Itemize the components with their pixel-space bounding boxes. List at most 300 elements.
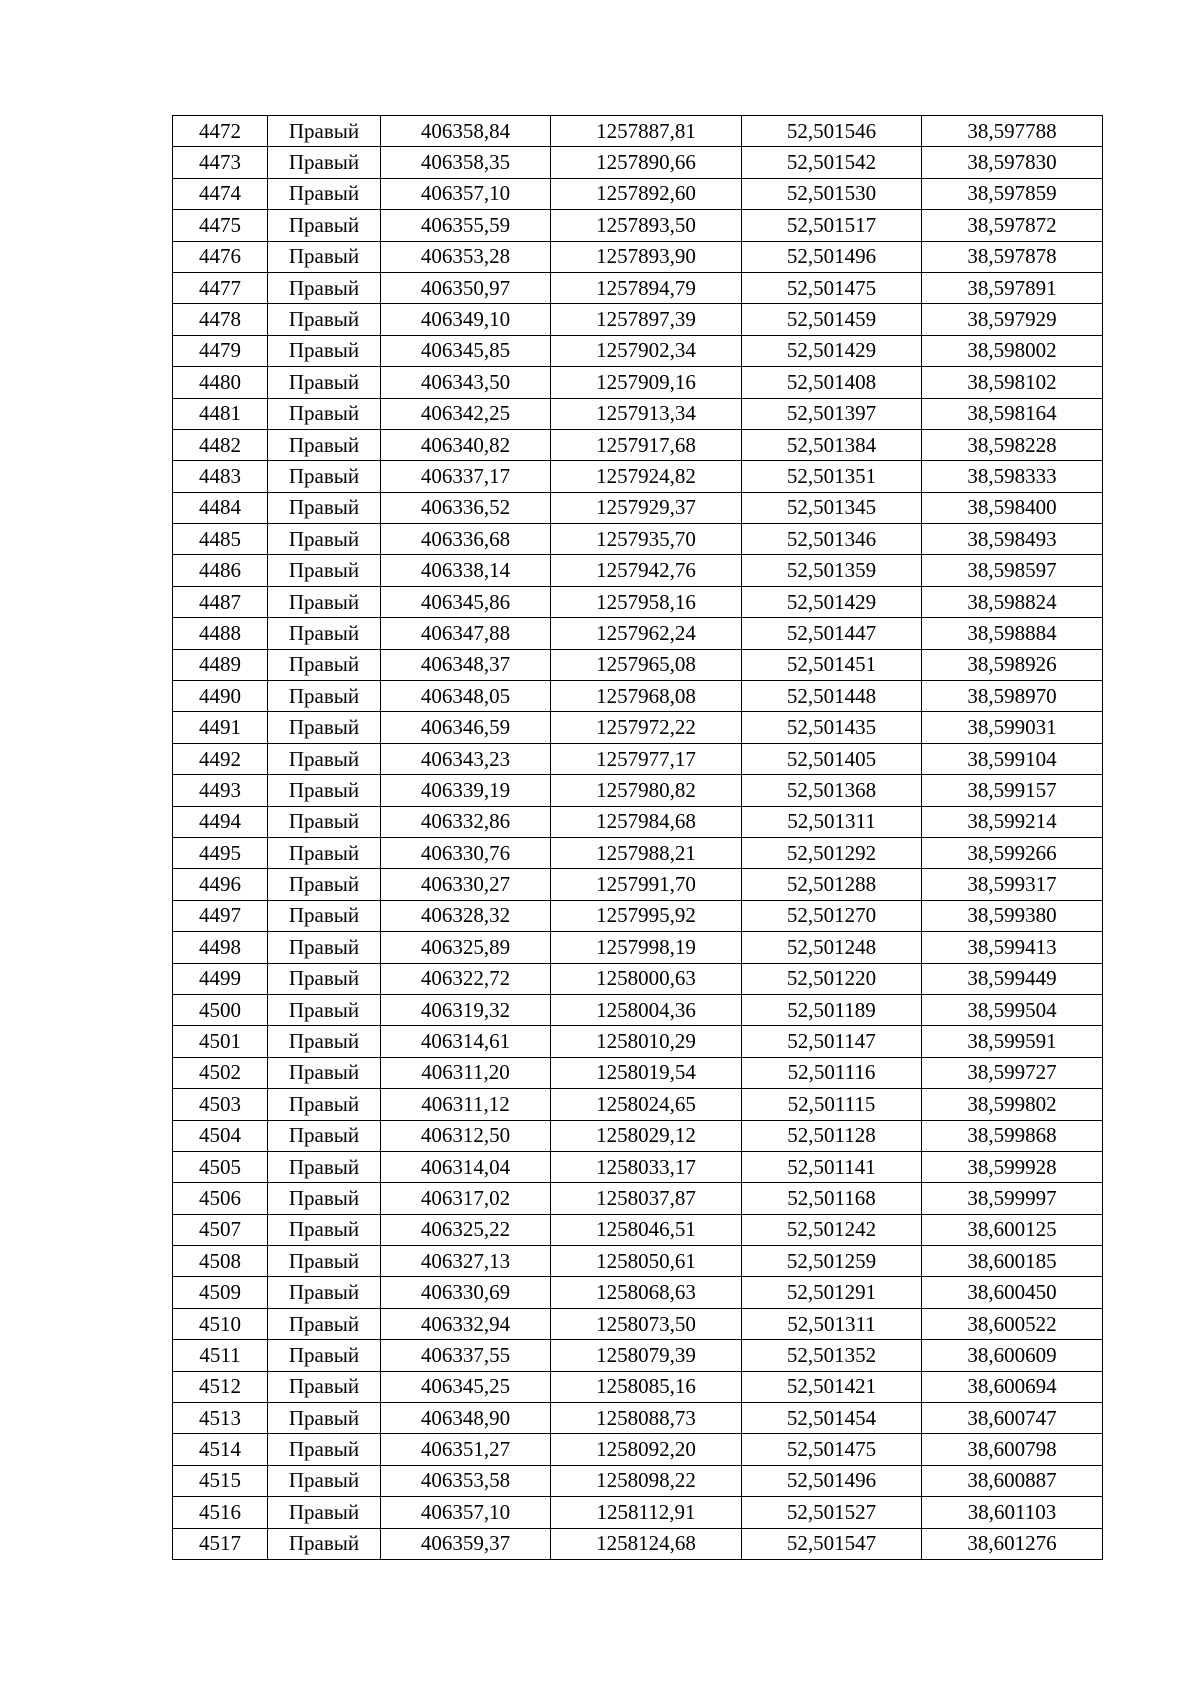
point-number-cell: 4486 [173,555,268,586]
longitude-cell: 38,598926 [922,649,1103,680]
table-row [173,1089,1103,1120]
longitude-cell: 38,598002 [922,335,1103,366]
table-row [173,1183,1103,1214]
point-number-cell: 4510 [173,1308,268,1339]
longitude-cell: 38,599031 [922,712,1103,743]
table-row [173,555,1103,586]
y-coordinate-cell: 1257942,76 [551,555,742,586]
table-row [173,241,1103,272]
latitude-cell: 52,501384 [742,429,922,460]
latitude-cell: 52,501454 [742,1403,922,1434]
latitude-cell: 52,501451 [742,649,922,680]
longitude-cell: 38,598164 [922,398,1103,429]
y-coordinate-cell: 1257897,39 [551,304,742,335]
table-row [173,1214,1103,1245]
x-coordinate-cell: 406314,04 [381,1151,551,1182]
side-cell: Правый [268,681,381,712]
y-coordinate-cell: 1258088,73 [551,1403,742,1434]
latitude-cell: 52,501311 [742,806,922,837]
table-row [173,147,1103,178]
table-row [173,775,1103,806]
side-cell: Правый [268,1528,381,1559]
latitude-cell: 52,501530 [742,178,922,209]
point-number-cell: 4507 [173,1214,268,1245]
point-number-cell: 4494 [173,806,268,837]
side-cell: Правый [268,1246,381,1277]
y-coordinate-cell: 1258019,54 [551,1057,742,1088]
x-coordinate-cell: 406332,86 [381,806,551,837]
table-row [173,837,1103,868]
point-number-cell: 4482 [173,429,268,460]
point-number-cell: 4505 [173,1151,268,1182]
table-row [173,429,1103,460]
point-number-cell: 4497 [173,900,268,931]
side-cell: Правый [268,178,381,209]
longitude-cell: 38,597929 [922,304,1103,335]
side-cell: Правый [268,1340,381,1371]
x-coordinate-cell: 406349,10 [381,304,551,335]
side-cell: Правый [268,429,381,460]
point-number-cell: 4506 [173,1183,268,1214]
point-number-cell: 4495 [173,837,268,868]
x-coordinate-cell: 406343,23 [381,743,551,774]
latitude-cell: 52,501527 [742,1497,922,1528]
latitude-cell: 52,501405 [742,743,922,774]
table-row [173,1308,1103,1339]
y-coordinate-cell: 1257962,24 [551,618,742,649]
longitude-cell: 38,598102 [922,367,1103,398]
longitude-cell: 38,599104 [922,743,1103,774]
table-row [173,461,1103,492]
y-coordinate-cell: 1257892,60 [551,178,742,209]
table-row [173,210,1103,241]
table-row [173,524,1103,555]
side-cell: Правый [268,1089,381,1120]
x-coordinate-cell: 406317,02 [381,1183,551,1214]
side-cell: Правый [268,1151,381,1182]
longitude-cell: 38,600609 [922,1340,1103,1371]
point-number-cell: 4517 [173,1528,268,1559]
latitude-cell: 52,501189 [742,994,922,1025]
x-coordinate-cell: 406357,10 [381,178,551,209]
longitude-cell: 38,598597 [922,555,1103,586]
y-coordinate-cell: 1258112,91 [551,1497,742,1528]
latitude-cell: 52,501292 [742,837,922,868]
table-row [173,649,1103,680]
x-coordinate-cell: 406358,84 [381,116,551,147]
y-coordinate-cell: 1258050,61 [551,1246,742,1277]
latitude-cell: 52,501542 [742,147,922,178]
point-number-cell: 4481 [173,398,268,429]
y-coordinate-cell: 1258098,22 [551,1465,742,1496]
y-coordinate-cell: 1258092,20 [551,1434,742,1465]
table-row [173,178,1103,209]
y-coordinate-cell: 1257935,70 [551,524,742,555]
y-coordinate-cell: 1257988,21 [551,837,742,868]
x-coordinate-cell: 406353,58 [381,1465,551,1496]
table-row [173,1371,1103,1402]
point-number-cell: 4501 [173,1026,268,1057]
table-row [173,367,1103,398]
point-number-cell: 4496 [173,869,268,900]
side-cell: Правый [268,241,381,272]
y-coordinate-cell: 1258004,36 [551,994,742,1025]
y-coordinate-cell: 1258068,63 [551,1277,742,1308]
side-cell: Правый [268,272,381,303]
latitude-cell: 52,501475 [742,272,922,303]
y-coordinate-cell: 1257893,90 [551,241,742,272]
table-row [173,743,1103,774]
point-number-cell: 4499 [173,963,268,994]
latitude-cell: 52,501546 [742,116,922,147]
y-coordinate-cell: 1257913,34 [551,398,742,429]
longitude-cell: 38,598400 [922,492,1103,523]
side-cell: Правый [268,492,381,523]
latitude-cell: 52,501359 [742,555,922,586]
y-coordinate-cell: 1257984,68 [551,806,742,837]
longitude-cell: 38,599266 [922,837,1103,868]
table-row [173,1026,1103,1057]
longitude-cell: 38,597830 [922,147,1103,178]
longitude-cell: 38,600694 [922,1371,1103,1402]
longitude-cell: 38,600185 [922,1246,1103,1277]
side-cell: Правый [268,963,381,994]
table-row [173,994,1103,1025]
latitude-cell: 52,501429 [742,335,922,366]
table-row [173,712,1103,743]
longitude-cell: 38,599413 [922,932,1103,963]
x-coordinate-cell: 406319,32 [381,994,551,1025]
point-number-cell: 4502 [173,1057,268,1088]
table-row [173,932,1103,963]
x-coordinate-cell: 406322,72 [381,963,551,994]
x-coordinate-cell: 406325,22 [381,1214,551,1245]
point-number-cell: 4504 [173,1120,268,1151]
y-coordinate-cell: 1257995,92 [551,900,742,931]
y-coordinate-cell: 1257890,66 [551,147,742,178]
x-coordinate-cell: 406347,88 [381,618,551,649]
latitude-cell: 52,501447 [742,618,922,649]
side-cell: Правый [268,806,381,837]
latitude-cell: 52,501397 [742,398,922,429]
coordinates-table [172,115,1103,1560]
y-coordinate-cell: 1257902,34 [551,335,742,366]
longitude-cell: 38,600522 [922,1308,1103,1339]
x-coordinate-cell: 406353,28 [381,241,551,272]
point-number-cell: 4515 [173,1465,268,1496]
point-number-cell: 4498 [173,932,268,963]
longitude-cell: 38,600125 [922,1214,1103,1245]
side-cell: Правый [268,743,381,774]
table-row [173,335,1103,366]
x-coordinate-cell: 406358,35 [381,147,551,178]
side-cell: Правый [268,869,381,900]
x-coordinate-cell: 406345,85 [381,335,551,366]
x-coordinate-cell: 406350,97 [381,272,551,303]
y-coordinate-cell: 1258085,16 [551,1371,742,1402]
x-coordinate-cell: 406330,69 [381,1277,551,1308]
table-row [173,304,1103,335]
latitude-cell: 52,501270 [742,900,922,931]
side-cell: Правый [268,837,381,868]
longitude-cell: 38,599868 [922,1120,1103,1151]
x-coordinate-cell: 406345,86 [381,586,551,617]
point-number-cell: 4514 [173,1434,268,1465]
x-coordinate-cell: 406343,50 [381,367,551,398]
point-number-cell: 4473 [173,147,268,178]
latitude-cell: 52,501368 [742,775,922,806]
longitude-cell: 38,598884 [922,618,1103,649]
longitude-cell: 38,598970 [922,681,1103,712]
latitude-cell: 52,501248 [742,932,922,963]
latitude-cell: 52,501147 [742,1026,922,1057]
x-coordinate-cell: 406325,89 [381,932,551,963]
longitude-cell: 38,599449 [922,963,1103,994]
y-coordinate-cell: 1258124,68 [551,1528,742,1559]
side-cell: Правый [268,1371,381,1402]
longitude-cell: 38,599214 [922,806,1103,837]
table-row [173,806,1103,837]
point-number-cell: 4480 [173,367,268,398]
latitude-cell: 52,501421 [742,1371,922,1402]
point-number-cell: 4487 [173,586,268,617]
longitude-cell: 38,600450 [922,1277,1103,1308]
x-coordinate-cell: 406336,68 [381,524,551,555]
x-coordinate-cell: 406332,94 [381,1308,551,1339]
x-coordinate-cell: 406357,10 [381,1497,551,1528]
latitude-cell: 52,501288 [742,869,922,900]
latitude-cell: 52,501168 [742,1183,922,1214]
side-cell: Правый [268,900,381,931]
longitude-cell: 38,599504 [922,994,1103,1025]
side-cell: Правый [268,1120,381,1151]
longitude-cell: 38,599997 [922,1183,1103,1214]
latitude-cell: 52,501242 [742,1214,922,1245]
y-coordinate-cell: 1257968,08 [551,681,742,712]
y-coordinate-cell: 1258010,29 [551,1026,742,1057]
point-number-cell: 4475 [173,210,268,241]
x-coordinate-cell: 406330,27 [381,869,551,900]
x-coordinate-cell: 406311,12 [381,1089,551,1120]
side-cell: Правый [268,1403,381,1434]
x-coordinate-cell: 406330,76 [381,837,551,868]
table-row [173,618,1103,649]
side-cell: Правый [268,367,381,398]
latitude-cell: 52,501352 [742,1340,922,1371]
side-cell: Правый [268,932,381,963]
longitude-cell: 38,599157 [922,775,1103,806]
point-number-cell: 4489 [173,649,268,680]
y-coordinate-cell: 1257977,17 [551,743,742,774]
point-number-cell: 4513 [173,1403,268,1434]
table-row [173,900,1103,931]
point-number-cell: 4492 [173,743,268,774]
y-coordinate-cell: 1257980,82 [551,775,742,806]
longitude-cell: 38,600747 [922,1403,1103,1434]
latitude-cell: 52,501346 [742,524,922,555]
point-number-cell: 4479 [173,335,268,366]
x-coordinate-cell: 406348,05 [381,681,551,712]
side-cell: Правый [268,1183,381,1214]
latitude-cell: 52,501448 [742,681,922,712]
table-row [173,492,1103,523]
table-row [173,586,1103,617]
side-cell: Правый [268,1057,381,1088]
point-number-cell: 4491 [173,712,268,743]
longitude-cell: 38,598228 [922,429,1103,460]
longitude-cell: 38,598824 [922,586,1103,617]
x-coordinate-cell: 406351,27 [381,1434,551,1465]
y-coordinate-cell: 1257991,70 [551,869,742,900]
x-coordinate-cell: 406337,17 [381,461,551,492]
table-row [173,272,1103,303]
longitude-cell: 38,601103 [922,1497,1103,1528]
latitude-cell: 52,501259 [742,1246,922,1277]
x-coordinate-cell: 406312,50 [381,1120,551,1151]
x-coordinate-cell: 406336,52 [381,492,551,523]
side-cell: Правый [268,335,381,366]
table-row [173,1340,1103,1371]
y-coordinate-cell: 1257894,79 [551,272,742,303]
table-row [173,398,1103,429]
table-row [173,1151,1103,1182]
x-coordinate-cell: 406346,59 [381,712,551,743]
table-row [173,1246,1103,1277]
side-cell: Правый [268,304,381,335]
x-coordinate-cell: 406345,25 [381,1371,551,1402]
point-number-cell: 4511 [173,1340,268,1371]
table-row [173,116,1103,147]
side-cell: Правый [268,712,381,743]
point-number-cell: 4493 [173,775,268,806]
point-number-cell: 4484 [173,492,268,523]
table-row [173,1434,1103,1465]
latitude-cell: 52,501291 [742,1277,922,1308]
longitude-cell: 38,597878 [922,241,1103,272]
x-coordinate-cell: 406355,59 [381,210,551,241]
longitude-cell: 38,597859 [922,178,1103,209]
latitude-cell: 52,501496 [742,1465,922,1496]
longitude-cell: 38,601276 [922,1528,1103,1559]
side-cell: Правый [268,461,381,492]
point-number-cell: 4503 [173,1089,268,1120]
x-coordinate-cell: 406311,20 [381,1057,551,1088]
longitude-cell: 38,600887 [922,1465,1103,1496]
side-cell: Правый [268,1308,381,1339]
y-coordinate-cell: 1257965,08 [551,649,742,680]
table-row [173,1057,1103,1088]
longitude-cell: 38,600798 [922,1434,1103,1465]
y-coordinate-cell: 1258079,39 [551,1340,742,1371]
table-row [173,681,1103,712]
point-number-cell: 4477 [173,272,268,303]
table-row [173,963,1103,994]
latitude-cell: 52,501547 [742,1528,922,1559]
y-coordinate-cell: 1258000,63 [551,963,742,994]
side-cell: Правый [268,649,381,680]
coordinates-table-body [173,116,1103,1560]
side-cell: Правый [268,618,381,649]
x-coordinate-cell: 406359,37 [381,1528,551,1559]
latitude-cell: 52,501345 [742,492,922,523]
latitude-cell: 52,501459 [742,304,922,335]
longitude-cell: 38,599317 [922,869,1103,900]
point-number-cell: 4485 [173,524,268,555]
point-number-cell: 4474 [173,178,268,209]
point-number-cell: 4472 [173,116,268,147]
table-row [173,1528,1103,1559]
point-number-cell: 4509 [173,1277,268,1308]
side-cell: Правый [268,116,381,147]
latitude-cell: 52,501220 [742,963,922,994]
latitude-cell: 52,501429 [742,586,922,617]
point-number-cell: 4512 [173,1371,268,1402]
latitude-cell: 52,501351 [742,461,922,492]
y-coordinate-cell: 1257972,22 [551,712,742,743]
table-row [173,1497,1103,1528]
latitude-cell: 52,501115 [742,1089,922,1120]
side-cell: Правый [268,1026,381,1057]
x-coordinate-cell: 406338,14 [381,555,551,586]
longitude-cell: 38,597872 [922,210,1103,241]
x-coordinate-cell: 406314,61 [381,1026,551,1057]
latitude-cell: 52,501475 [742,1434,922,1465]
x-coordinate-cell: 406337,55 [381,1340,551,1371]
x-coordinate-cell: 406340,82 [381,429,551,460]
y-coordinate-cell: 1257998,19 [551,932,742,963]
latitude-cell: 52,501517 [742,210,922,241]
y-coordinate-cell: 1258029,12 [551,1120,742,1151]
point-number-cell: 4516 [173,1497,268,1528]
y-coordinate-cell: 1257958,16 [551,586,742,617]
point-number-cell: 4483 [173,461,268,492]
point-number-cell: 4500 [173,994,268,1025]
point-number-cell: 4508 [173,1246,268,1277]
y-coordinate-cell: 1257917,68 [551,429,742,460]
y-coordinate-cell: 1258037,87 [551,1183,742,1214]
longitude-cell: 38,599380 [922,900,1103,931]
x-coordinate-cell: 406327,13 [381,1246,551,1277]
side-cell: Правый [268,1434,381,1465]
y-coordinate-cell: 1257887,81 [551,116,742,147]
y-coordinate-cell: 1257909,16 [551,367,742,398]
point-number-cell: 4488 [173,618,268,649]
y-coordinate-cell: 1257929,37 [551,492,742,523]
point-number-cell: 4478 [173,304,268,335]
y-coordinate-cell: 1258033,17 [551,1151,742,1182]
side-cell: Правый [268,1465,381,1496]
x-coordinate-cell: 406342,25 [381,398,551,429]
side-cell: Правый [268,775,381,806]
side-cell: Правый [268,524,381,555]
longitude-cell: 38,599727 [922,1057,1103,1088]
side-cell: Правый [268,1214,381,1245]
latitude-cell: 52,501128 [742,1120,922,1151]
y-coordinate-cell: 1258024,65 [551,1089,742,1120]
y-coordinate-cell: 1258073,50 [551,1308,742,1339]
latitude-cell: 52,501435 [742,712,922,743]
side-cell: Правый [268,398,381,429]
side-cell: Правый [268,1277,381,1308]
table-row [173,1403,1103,1434]
table-row [173,869,1103,900]
side-cell: Правый [268,555,381,586]
longitude-cell: 38,599928 [922,1151,1103,1182]
longitude-cell: 38,598493 [922,524,1103,555]
y-coordinate-cell: 1257924,82 [551,461,742,492]
side-cell: Правый [268,994,381,1025]
side-cell: Правый [268,210,381,241]
